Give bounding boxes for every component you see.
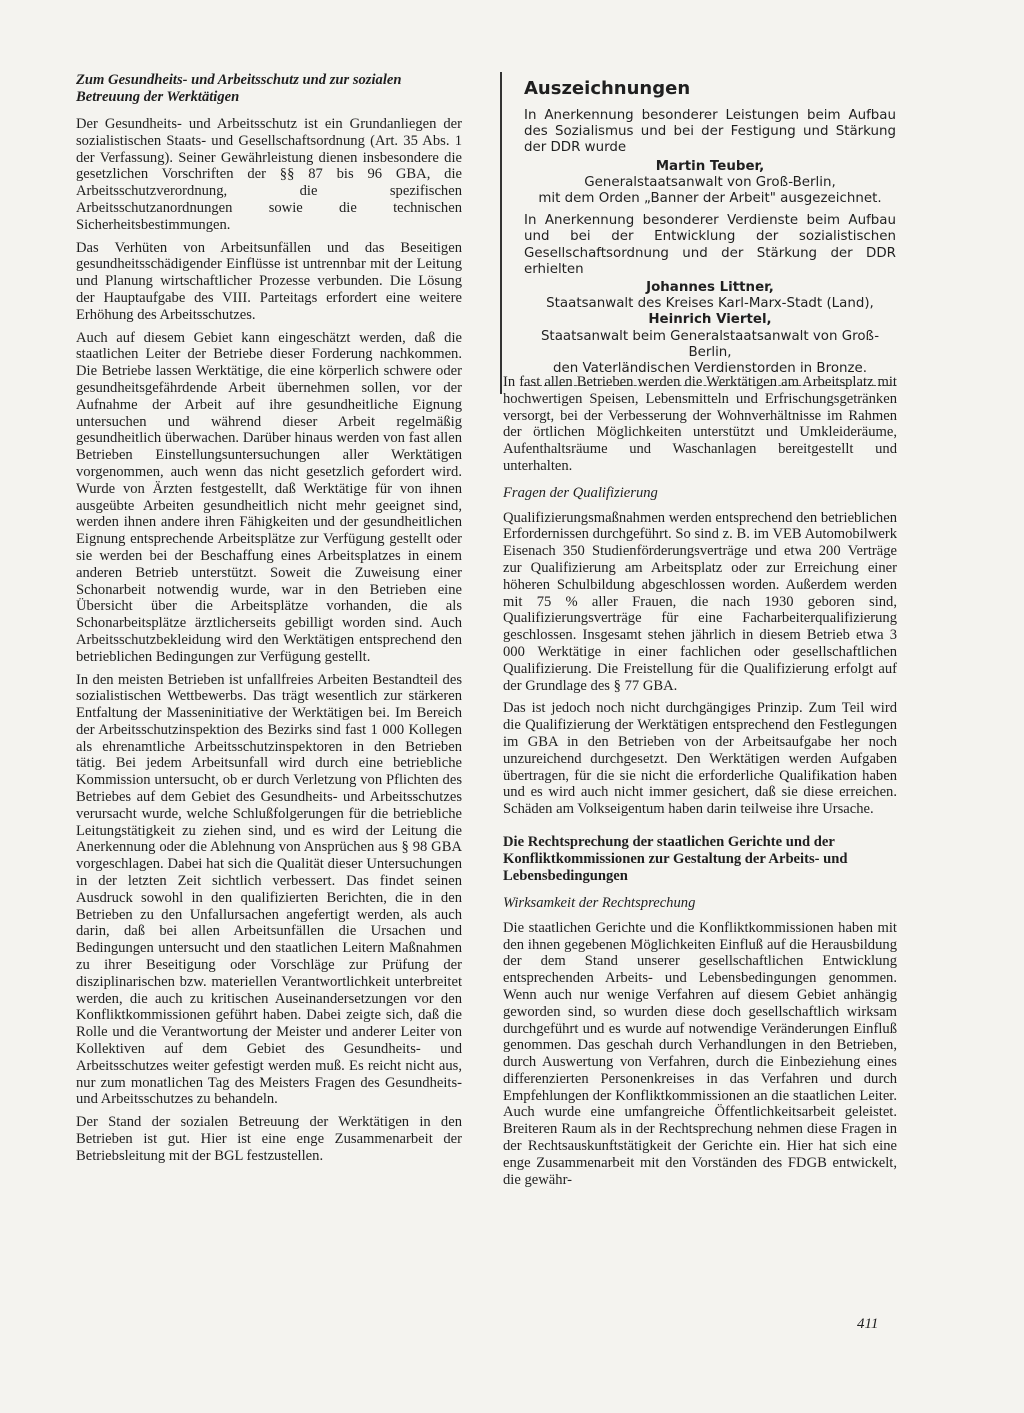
awards-intro: In Anerkennung besonderer Verdienste beim Aufbau und bei der Entwicklung der sozialistischen Gesellschaftsordnung und der Stärkung der DDR erhielten [524,213,896,277]
awardee-role: Generalstaatsanwalt von Groß-Berlin, [584,174,836,190]
paragraph: In fast allen Betrieben werden die Werktätigen am Arbeitsplatz mit hochwertigen Speisen, Lebensmitteln und Erfrischungsgetränken versorgt, bei der Verbesserung der Wohnverhältnisse im Rahmen der örtlichen Möglichkeiten unterstützt und Umkleideräume, Aufenthaltsräume und Waschanlagen bereitgestellt und unterhalten. [503,374,897,474]
subheading-wirksamkeit: Wirksamkeit der Rechtsprechung [503,894,696,911]
left-column [76,72,462,1171]
awards-box [500,72,896,394]
paragraph: In den meisten Betrieben ist unfallfreies Arbeiten Bestandteil des sozialistischen Wettbewerbs. Das trägt wesentlich zur stärkeren Entfaltung der Masseninitiative der Werktätigen bei. Im Bereich der Arbeitsschutzinspektion des Bezirks sind fast 1 000 Kollegen als ehrenamtliche Arbeitsschutzinspektoren in den Betrieben tätig. Bei jedem Arbeitsunfall wird durch eine betriebliche Kommission untersucht, ob er durch Verletzung von Pflichten des Betriebes auf dem Gebiet des Gesundheits- und Arbeitsschutzes verursacht wurde, welche Schlußfolgerungen für die betriebliche Leitungstätigkeit zu ziehen sind, und es wird der Leitung die Anerkennung oder die Ablehnung von Ansprüchen aus § 98 GBA vorgeschlagen. Dabei hat sich die Qualität dieser Untersuchungen in der letzten Zeit sichtlich verbessert. Das findet seinen Ausdruck sowohl in den qualifizierten Berichten, die in den Betrieben zu den Unfallursachen angefertigt werden, als auch darin, daß bei allen Arbeitsunfällen die Ursachen und Bedingungen untersucht und den staatlichen Leitern Maßnahmen zu ihrer Beseitigung oder Vorschläge zur Prüfung der disziplinarischen bzw. materiellen Verantwortlichkeit unterbreitet werden, die auch zu kritischen Auseinandersetzungen vor den Konfliktkommissionen geführt haben. Dabei zeigte sich, daß die Rolle und die Verantwortung der Meister und anderer Leiter von Kollektiven auf dem Gebiet des Gesundheits- und Arbeitsschutzes weiter gefestigt werden muß. Es reicht nicht aus, nur zum monatlichen Tag des Meisters Fragen des Gesundheits- und Arbeitsschutzes zu behandeln. [76,671,462,1108]
award-description: den Vaterländischen Verdienstorden in Bronze. [552,361,868,377]
paragraph: Der Gesundheits- und Arbeitsschutz ist ein Grundanliegen der sozialistischen Staats- und Gesellschaftsordnung (Art. 35 Abs. 1 der Verfassung). Seiner Gewährleistung dienen insbesondere die gesetzlichen Vorschriften der §§ 87 bis 96 GBA, die Arbeitsschutzverordnung, die spezifischen Arbeitsschutzanordnungen sowie die technischen Sicherheitsbestimmungen. [76,116,462,233]
awardee-name: Heinrich Viertel, [648,312,772,328]
paragraph: Der Stand der sozialen Betreuung der Werktätigen in den Betrieben ist gut. Hier ist eine enge Zusammenarbeit der Betriebsleitung mit der BGL festzustellen. [76,1114,462,1164]
section-heading-rechtsprechung: Die Rechtsprechung der staatlichen Gerichte und der Konfliktkommissionen zur Gestaltung der Arbeits- und Lebensbedingungen [503,833,848,884]
right-column [503,374,897,1194]
awardee-role: Staatsanwalt des Kreises Karl-Marx-Stadt (Land), [546,296,874,312]
paragraph: Die staatlichen Gerichte und die Konfliktkommissionen haben mit den ihnen gegebenen Möglichkeiten Einfluß auf die Herausbildung der dem Stand unserer gesellschaftlichen Entwicklung entsprechenden Arbeits- und Lebensbedingungen genommen. Wenn auch nur wenige Verfahren auf diesem Gebiet anhängig geworden sind, so wurden diese doch gesellschaftlich wirksam durchgeführt und es wurde auf notwendige Veränderungen Einfluß genommen. Das geschah durch Verhandlungen in den Betrieben, durch Auswertung von Verfahren, durch die Einbeziehung eines differenzierten Personenkreises in das Verfahren und durch Empfehlungen der Konfliktkommissionen an die staatlichen Leiter. Auch wurde eine umfangreiche Öffentlichkeitsarbeit geleistet. Breiteren Raum als in der Rechtsprechung nehmen diese Fragen in der Rechtsauskunftstätigkeit der Gerichte ein. Hier hat sich eine enge Zusammenarbeit mit den Vorständen des FDGB entwickelt, die gewähr- [503,919,897,1188]
subheading-qualifizierung: Fragen der Qualifizierung [503,484,658,501]
paragraph: Auch auf diesem Gebiet kann eingeschätzt werden, daß die staatlichen Leiter der Betriebe dieser Forderung nachkommen. Die Betriebe lassen Werktätige, die eine körperlich schwere oder gesundheitsgefährdende Arbeit übernehmen sollen, vor der Aufnahme der Arbeit auf ihre gesundheitliche Eignung untersuchen und während dieser Arbeit regelmäßig gesundheitlich überwachen. Darüber hinaus werden von fast allen Betrieben Einstellungsuntersuchungen aller Werktätigen vorgenommen, auch wenn das nicht gesetzlich gefordert wird. Wurde von Ärzten festgestellt, daß Werktätige für von ihnen ausgeübte Arbeiten gesundheitlich nicht mehr geeignet sind, werden ihnen andere ihren Fähigkeiten und der gesundheitlichen Eignung entsprechende Arbeitsplätze zur Verfügung gestellt oder sie werden bei der Beschaffung eines Arbeitsplatzes in einem anderen Betrieb unterstützt. Soweit die Zuweisung einer Schonarbeit notwendig wurde, war in den Betrieben eine Übersicht über die Arbeitsplätze vorhanden, die als Schonarbeitsplätze ärztlicherseits gebilligt worden sind. Auch Arbeitsschutzbekleidung wird den Werktätigen entsprechend den betrieblichen Bedingungen zur Verfügung gestellt. [76,329,462,665]
awardee-name: Johannes Littner, [646,280,774,296]
section-heading-arbeitsschutz: Zum Gesundheits- und Arbeitsschutz und zur sozialen Betreuung der Werktätigen [76,72,402,105]
awards-intro: In Anerkennung besonderer Leistungen beim Aufbau des Sozialismus und bei der Festigung und Stärkung der DDR wurde [524,108,896,156]
award-description: mit dem Orden „Banner der Arbeit" ausgezeichnet. [538,191,882,207]
page-number: 411 [857,1316,879,1332]
paragraph: Das Verhüten von Arbeitsunfällen und das Beseitigen gesundheitsschädigender Einflüsse ist untrennbar mit der Leitung und Planung wirtschaftlicher Prozesse verbunden. Die Lösung der Hauptaufgabe des VIII. Parteitags erfordert eine weitere Erhöhung des Arbeitsschutzes. [76,239,462,323]
awards-title: Auszeichnungen [524,78,691,99]
paragraph: Das ist jedoch noch nicht durchgängiges Prinzip. Zum Teil wird die Qualifizierung der Werktätigen entsprechend den Festlegungen im GBA in den Betrieben von der Arbeitsaufgabe her noch unzureichend durchgesetzt. Den Werktätigen werden Aufgaben übertragen, für die sie nicht die erforderliche Qualifikation haben und es wird auch nicht immer gesichert, daß sie diese erreichen. Schäden am Volkseigentum haben darin teilweise ihre Ursache. [503,700,897,818]
awardee-name: Martin Teuber, [655,158,765,174]
paragraph: Qualifizierungsmaßnahmen werden entsprechend den betrieblichen Erfordernissen durchgeführt. So sind z. B. im VEB Automobilwerk Eisenach 350 Studienförderungsverträge und etwa 200 Verträge zur Qualifizierung am Arbeitsplatz oder zur Erreichung einer höheren Schulbildung abgeschlossen worden. Außerdem werden mit 75 % aller Frauen, die nach 1930 geboren sind, Qualifizierungsverträge für eine Facharbeiterqualifizierung geschlossen. Insgesamt stehen jährlich in diesem Betrieb etwa 3 000 Werktätige in einer fachlichen oder gesellschaftlichen Qualifizierung. Die Freistellung für die Qualifizierung erfolgt auf der Grundlage des § 77 GBA. [503,509,897,694]
awardee-role: Staatsanwalt beim Generalstaatsanwalt von Groß-Berlin, [540,328,880,360]
